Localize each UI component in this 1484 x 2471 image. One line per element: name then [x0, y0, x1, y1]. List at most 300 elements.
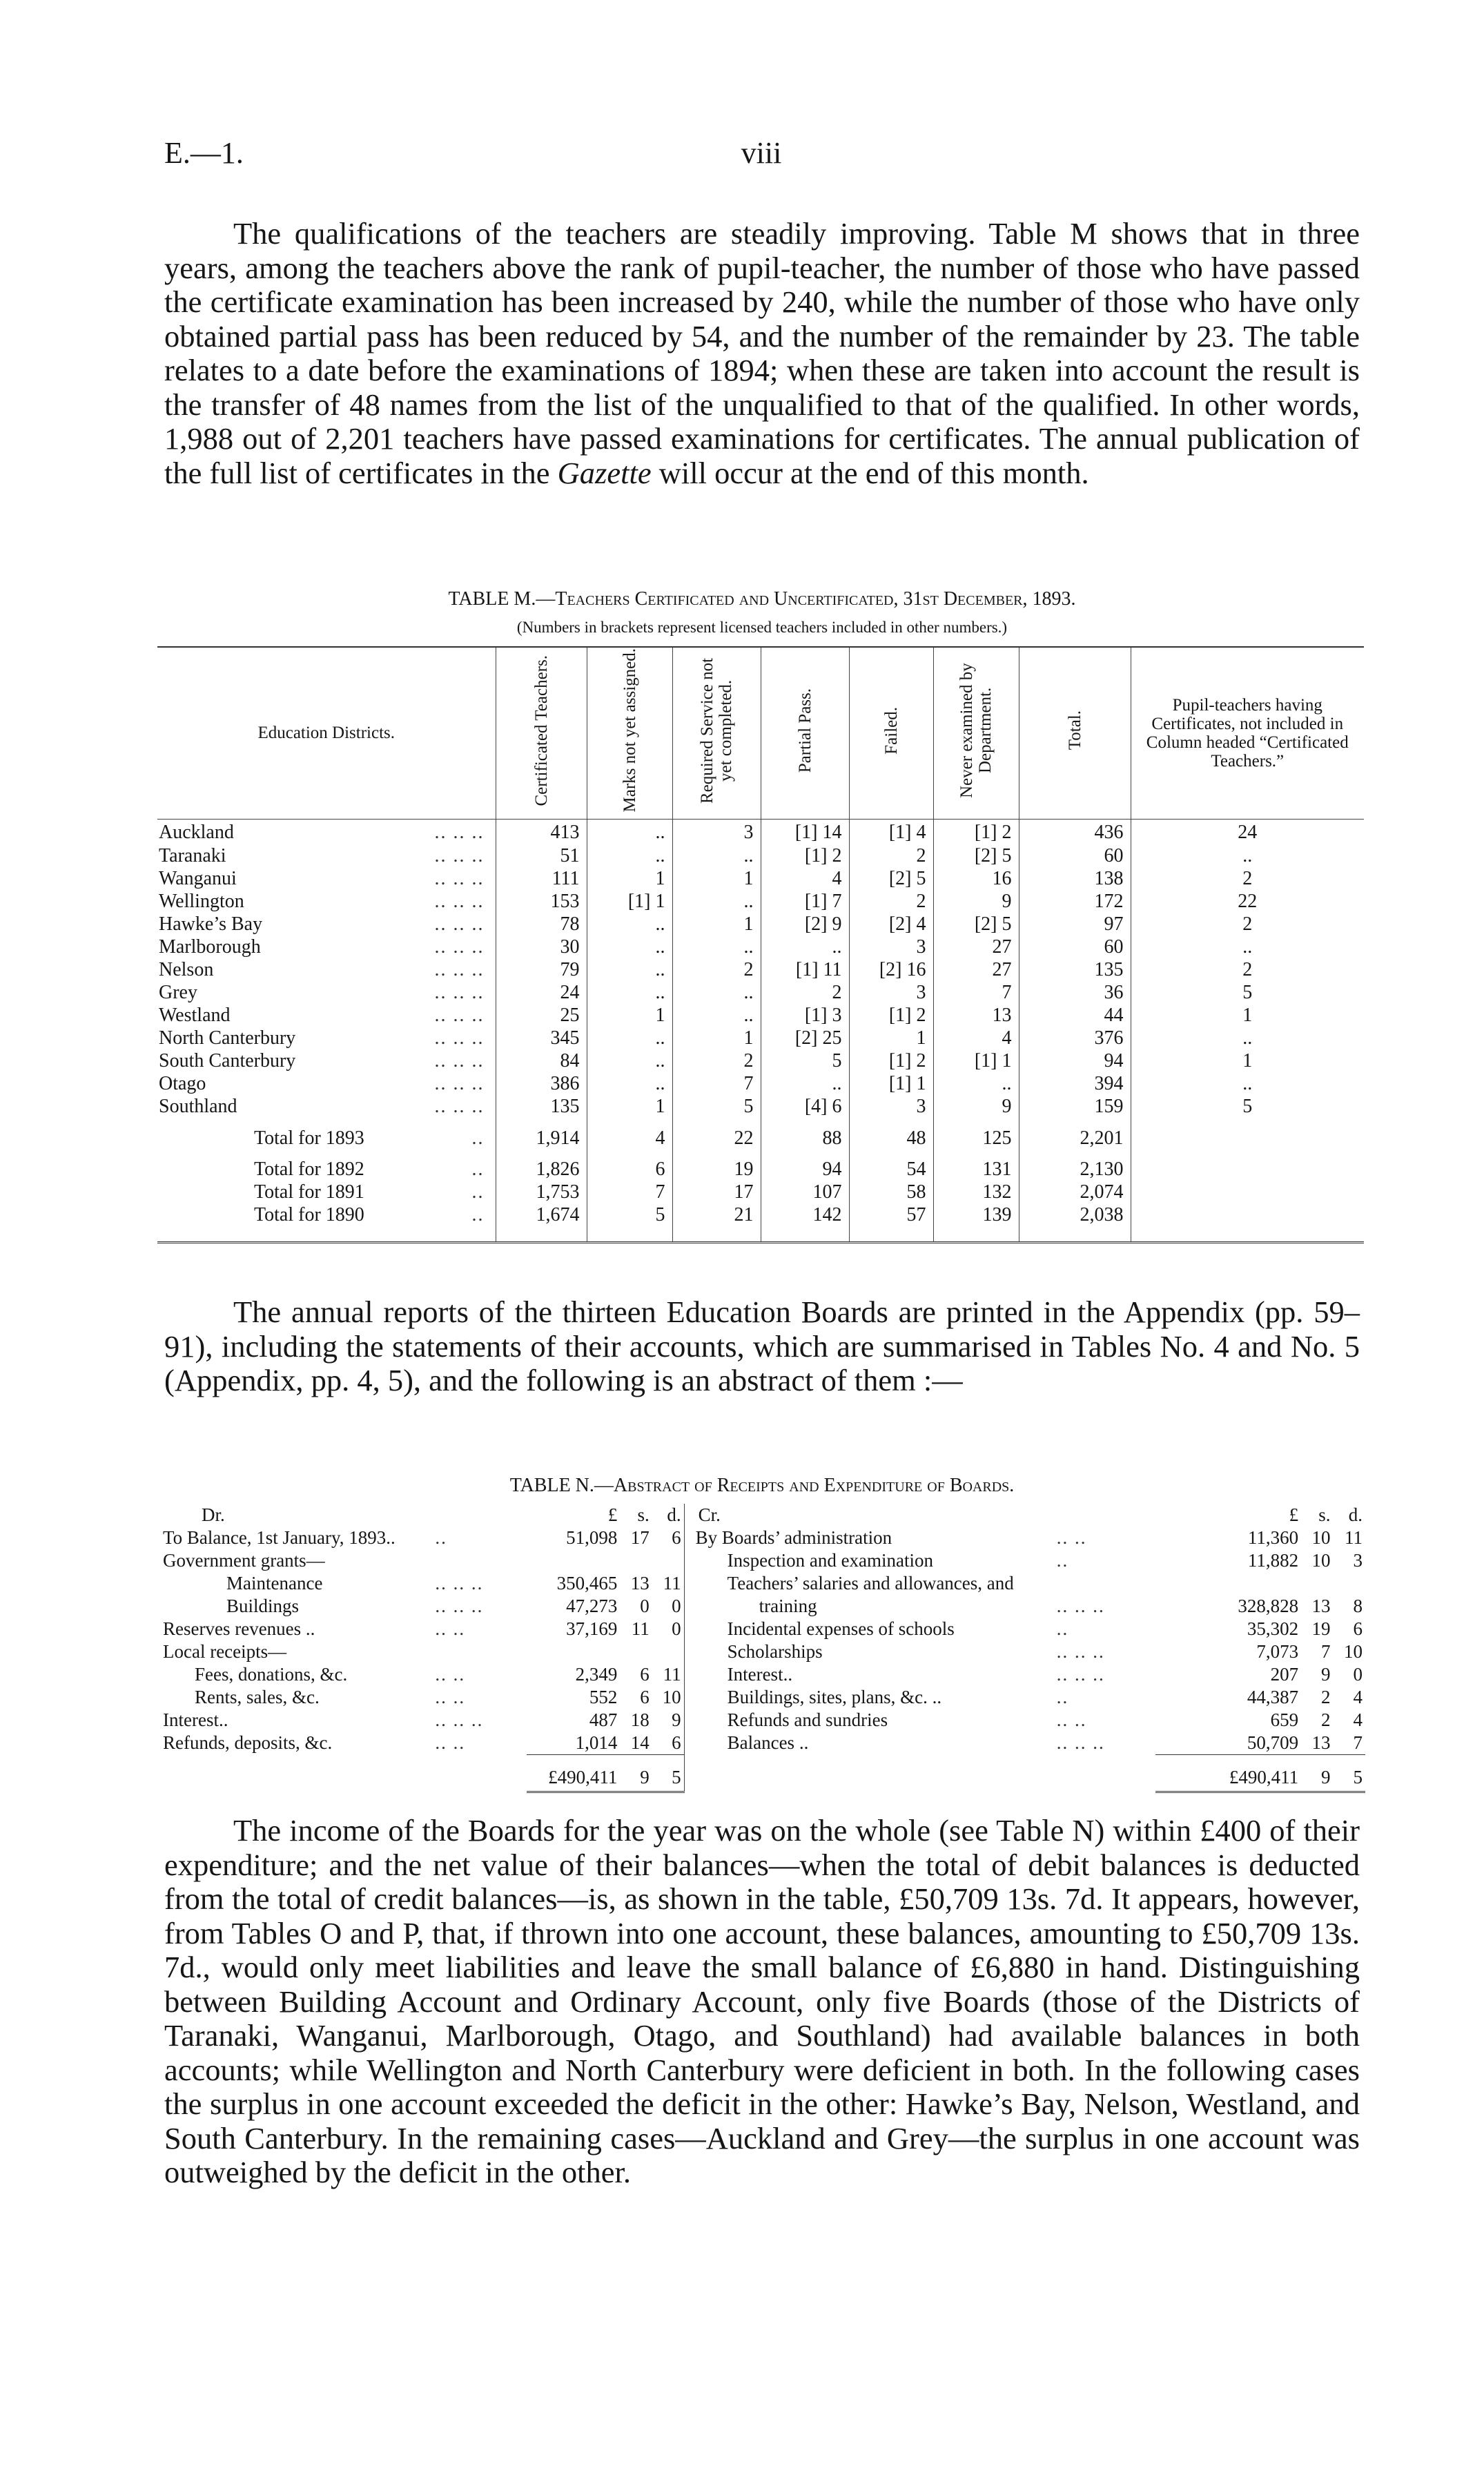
- district-cell: [2] 5: [933, 844, 1019, 867]
- left-leader: ..: [435, 1527, 447, 1548]
- district-name: Otago .. .. ..: [157, 1072, 496, 1095]
- total-cell: 48: [849, 1118, 933, 1158]
- district-cell: 60: [1019, 844, 1131, 867]
- district-cell: ..: [761, 936, 849, 958]
- total-blank: [1054, 1755, 1156, 1792]
- right-leader: .. .. ..: [1056, 1596, 1105, 1616]
- district-cell: 135: [1019, 958, 1131, 981]
- district-cell: 84: [496, 1049, 587, 1072]
- right-leader: ..: [1056, 1550, 1069, 1571]
- district-cell: 51: [496, 844, 587, 867]
- pence-head: d.: [667, 1504, 681, 1525]
- header-marks-not-assigned: [587, 647, 672, 820]
- total-cell: 2,130: [1019, 1158, 1131, 1181]
- district-row: [157, 890, 1364, 913]
- district-row: [157, 1072, 1364, 1095]
- right-account-label: Interest..: [684, 1663, 1054, 1686]
- total-cell: 5: [587, 1203, 672, 1226]
- table-n-header-row: [160, 1504, 1365, 1527]
- left-pence: 6: [672, 1527, 681, 1548]
- district-cell: 97: [1019, 913, 1131, 936]
- district-row: [157, 1049, 1364, 1072]
- district-row: [157, 958, 1364, 981]
- district-cell: ..: [587, 936, 672, 958]
- total-row: [157, 1118, 1364, 1158]
- right-leader: .. ..: [1056, 1527, 1087, 1548]
- left-pounds: 51,098: [566, 1527, 618, 1548]
- district-row: [157, 844, 1364, 867]
- header-partial-pass: [761, 647, 849, 820]
- left-pounds: 552: [589, 1687, 618, 1707]
- header-total-text: Total.: [1065, 710, 1084, 750]
- leader-dots: .. .. ..: [434, 845, 485, 866]
- left-pence: 0: [672, 1596, 681, 1616]
- total-blank: [160, 1755, 432, 1792]
- district-cell: ..: [1131, 936, 1364, 958]
- dr-label: Dr.: [202, 1504, 225, 1525]
- district-cell: 1: [1131, 1049, 1364, 1072]
- district-name: South Canterbury .. .. ..: [157, 1049, 496, 1072]
- right-pence: 0: [1353, 1664, 1363, 1685]
- header-failed-text: Failed.: [881, 706, 901, 755]
- district-cell: 1: [587, 1004, 672, 1027]
- district-cell: 60: [1019, 936, 1131, 958]
- paragraph-education-boards: The annual reports of the thirteen Education Boards are printed in the Appendix (pp. 59–91), including the statements of their accounts, which are summarised in Tables No. 4 and No. 5 (Appendix, pp. 4, 5), and the following is an abstract of them :—: [164, 1295, 1360, 1397]
- district-cell: ..: [587, 1049, 672, 1072]
- total-cell: 58: [849, 1181, 933, 1203]
- left-shillings: 6: [640, 1687, 650, 1707]
- right-pounds: 659: [1270, 1709, 1299, 1730]
- district-cell: [1] 1: [587, 890, 672, 913]
- district-row: [157, 913, 1364, 936]
- left-account-label: Interest..: [163, 1709, 228, 1730]
- header-certificated: [496, 647, 587, 820]
- right-account-label: Balances ..: [684, 1732, 1054, 1755]
- table-m-subcaption: (Numbers in brackets represent licensed teachers included in other numbers.): [516, 619, 1008, 636]
- right-account-label: Buildings, sites, plans, &c. ..: [684, 1686, 1054, 1709]
- leader-dots: .. .. ..: [434, 1005, 485, 1026]
- right-account-label: training: [684, 1595, 1054, 1618]
- right-leader: [1054, 1572, 1156, 1595]
- district-row: [157, 1095, 1364, 1118]
- total-blank: [684, 1755, 1054, 1792]
- district-cell: 5: [1131, 981, 1364, 1004]
- pounds-head: £: [607, 1504, 618, 1525]
- district-cell: [1] 3: [761, 1004, 849, 1027]
- leader-dots: .. .. ..: [434, 936, 485, 958]
- paragraph-teacher-qualifications: [164, 217, 1360, 490]
- left-account-label: Government grants—: [163, 1550, 325, 1571]
- left-shillings: [620, 1640, 652, 1663]
- district-name: Wanganui .. .. ..: [157, 867, 496, 890]
- district-cell: ..: [587, 913, 672, 936]
- page-number: viii: [741, 136, 782, 170]
- total-label: Total for 1893 ..: [157, 1118, 496, 1158]
- district-cell: 13: [933, 1004, 1019, 1027]
- total-cell: 2,038: [1019, 1203, 1131, 1226]
- district-cell: 2: [672, 958, 761, 981]
- right-pounds: 11,882: [1247, 1550, 1299, 1571]
- district-cell: 2: [849, 844, 933, 867]
- spacer-cell: [672, 1226, 761, 1243]
- table-n-title: Abstract of Receipts and Expenditure of Boards.: [613, 1475, 1015, 1496]
- account-row: [160, 1527, 1365, 1549]
- district-cell: 5: [761, 1049, 849, 1072]
- right-shillings: 2: [1321, 1709, 1331, 1730]
- district-cell: ..: [672, 890, 761, 913]
- district-cell: [1] 2: [849, 1004, 933, 1027]
- total-cell: 2,201: [1019, 1118, 1131, 1158]
- district-cell: 9: [933, 1095, 1019, 1118]
- table-n-body: [160, 1504, 1365, 1792]
- header-pupil-teachers: Pupil-teachers having Certificates, not included in Column headed “Certificated Teachers.”: [1131, 647, 1364, 820]
- district-cell: 2: [1131, 867, 1364, 890]
- district-cell: 3: [849, 981, 933, 1004]
- header-failed: [849, 647, 933, 820]
- total-cell: 7: [587, 1181, 672, 1203]
- district-cell: 172: [1019, 890, 1131, 913]
- leader-dots: ..: [471, 1159, 485, 1180]
- district-cell: 2: [1131, 913, 1364, 936]
- paragraph-board-income: The income of the Boards for the year was on the whole (see Table N) within £400 of their expenditure; and the net value of their balances—when the total of debit balances is deducted from the total of credit balances—is, as shown in the table, £50,709 13s. 7d. It appears, however, from Tables O and P, that, if thrown into one account, these balances, amounting to £50,709 13s. 7d., would only meet liabilities and leave the small balance of £6,880 in hand. Distinguishing between Building Account and Ordinary Account, only five Boards (those of the Districts of Taranaki, Wanganui, Marlborough, Otago, and Southland) had available balances in both accounts; while Wellington and North Canterbury were deficient in both. In the following cases the surplus in one account exceeded the deficit in the other: Hawke’s Bay, Nelson, Westland, and South Canterbury. In the remaining cases—Auckland and Grey—the surplus in one account was outweighed by the deficit in the other.: [164, 1813, 1360, 2189]
- total-row: [157, 1181, 1364, 1203]
- left-leader: .. ..: [435, 1687, 466, 1707]
- account-row: [160, 1640, 1365, 1663]
- district-cell: 1: [672, 913, 761, 936]
- pounds-head: £: [1289, 1504, 1299, 1525]
- left-pence: 10: [662, 1687, 681, 1707]
- district-cell: ..: [587, 1072, 672, 1095]
- spacer-cell: [587, 1226, 672, 1243]
- right-shillings: 13: [1311, 1732, 1331, 1753]
- right-pence: 10: [1344, 1641, 1363, 1662]
- district-cell: 1: [672, 867, 761, 890]
- total-cell: 139: [933, 1203, 1019, 1226]
- total-cell: 131: [933, 1158, 1019, 1181]
- right-pounds: 328,828: [1238, 1596, 1299, 1616]
- paragraph-1-end: will occur at the end of this month.: [658, 455, 1089, 490]
- left-leader: .. ..: [435, 1732, 466, 1754]
- total-cell: 21: [672, 1203, 761, 1226]
- right-pence: 4: [1353, 1709, 1363, 1730]
- left-leader: .. .. ..: [435, 1709, 484, 1730]
- district-cell: 94: [1019, 1049, 1131, 1072]
- district-row: [157, 867, 1364, 890]
- district-cell: 394: [1019, 1072, 1131, 1095]
- left-pounds: 1,014: [575, 1732, 618, 1753]
- district-cell: [1] 2: [761, 844, 849, 867]
- district-cell: 111: [496, 867, 587, 890]
- blank: [432, 1504, 527, 1527]
- shillings-head: s.: [637, 1504, 650, 1525]
- total-cell: 4: [587, 1118, 672, 1158]
- table-m: [157, 646, 1364, 1243]
- district-cell: 3: [849, 1095, 933, 1118]
- district-cell: ..: [761, 1072, 849, 1095]
- district-cell: 24: [496, 981, 587, 1004]
- district-cell: 22: [1131, 890, 1364, 913]
- grand-total-pence: 5: [652, 1755, 684, 1792]
- district-row: [157, 981, 1364, 1004]
- right-shillings: 7: [1321, 1641, 1331, 1662]
- left-pounds: 350,465: [556, 1573, 618, 1593]
- left-leader: .. ..: [435, 1664, 466, 1685]
- right-pounds: [1155, 1572, 1301, 1595]
- left-account-label: Maintenance: [226, 1573, 323, 1593]
- leader-dots: .. .. ..: [434, 1073, 485, 1094]
- account-row: [160, 1686, 1365, 1709]
- right-leader: .. .. ..: [1056, 1664, 1105, 1685]
- district-cell: 27: [933, 958, 1019, 981]
- district-cell: 16: [933, 867, 1019, 890]
- right-pounds: 35,302: [1247, 1618, 1299, 1639]
- total-cell: 107: [761, 1181, 849, 1203]
- district-row: [157, 936, 1364, 958]
- spacer-cell: [157, 1226, 496, 1243]
- right-account-label: Incidental expenses of schools: [684, 1618, 1054, 1640]
- total-cell: [1131, 1181, 1364, 1203]
- left-pounds: 37,169: [566, 1618, 618, 1639]
- district-cell: [1] 4: [849, 820, 933, 845]
- district-name: Westland .. .. ..: [157, 1004, 496, 1027]
- district-cell: 4: [761, 867, 849, 890]
- account-row: [160, 1663, 1365, 1686]
- table-m-header-row: [157, 647, 1364, 820]
- left-leader: .. .. ..: [435, 1596, 484, 1616]
- district-cell: [1] 11: [761, 958, 849, 981]
- district-cell: 36: [1019, 981, 1131, 1004]
- right-account-label: By Boards’ administration: [684, 1527, 1054, 1549]
- district-cell: ..: [933, 1072, 1019, 1095]
- right-pence: 3: [1353, 1550, 1363, 1571]
- district-cell: ..: [587, 844, 672, 867]
- right-pence: 7: [1353, 1732, 1363, 1753]
- district-cell: ..: [587, 958, 672, 981]
- account-row: [160, 1618, 1365, 1640]
- left-shillings: 11: [631, 1618, 650, 1639]
- spacer-cell: [933, 1226, 1019, 1243]
- district-name: Grey .. .. ..: [157, 981, 496, 1004]
- total-cell: 1,826: [496, 1158, 587, 1181]
- header-service-text: Required Service not yet completed.: [698, 657, 735, 804]
- district-cell: 386: [496, 1072, 587, 1095]
- district-name: Auckland .. .. ..: [157, 820, 496, 845]
- district-name: North Canterbury .. .. ..: [157, 1027, 496, 1049]
- spacer-cell: [849, 1226, 933, 1243]
- district-cell: [1] 2: [933, 820, 1019, 845]
- table-n-total-row: [160, 1755, 1365, 1792]
- leader-dots: .. .. ..: [434, 891, 485, 912]
- district-cell: 138: [1019, 867, 1131, 890]
- account-row: [160, 1709, 1365, 1732]
- total-cell: 17: [672, 1181, 761, 1203]
- grand-total-pounds: £490,411: [1155, 1755, 1301, 1792]
- total-row: [157, 1158, 1364, 1181]
- district-cell: 1: [587, 1095, 672, 1118]
- district-cell: 79: [496, 958, 587, 981]
- grand-total-pence: 5: [1334, 1755, 1365, 1792]
- total-blank: [432, 1755, 527, 1792]
- left-pence: [652, 1640, 684, 1663]
- right-pence: 4: [1353, 1687, 1363, 1707]
- pence-head: d.: [1348, 1504, 1363, 1525]
- district-cell: 2: [1131, 958, 1364, 981]
- right-leader: ..: [1056, 1618, 1069, 1639]
- district-cell: ..: [1131, 844, 1364, 867]
- spacer-cell: [496, 1226, 587, 1243]
- district-cell: [1] 14: [761, 820, 849, 845]
- left-pounds: 487: [589, 1709, 618, 1730]
- left-shillings: [620, 1549, 652, 1572]
- header-service-not-completed: [672, 647, 761, 820]
- leader-dots: .. .. ..: [434, 959, 485, 980]
- district-cell: [2] 5: [849, 867, 933, 890]
- right-pence: 8: [1353, 1596, 1363, 1616]
- right-shillings: 19: [1311, 1618, 1331, 1639]
- district-cell: [1] 1: [933, 1049, 1019, 1072]
- header-never-examined: [933, 647, 1019, 820]
- district-cell: 27: [933, 936, 1019, 958]
- district-cell: [1] 7: [761, 890, 849, 913]
- leader-dots: ..: [471, 1127, 485, 1149]
- total-cell: 1,753: [496, 1181, 587, 1203]
- total-cell: [1131, 1158, 1364, 1181]
- district-cell: 2: [849, 890, 933, 913]
- spacer-cell: [1131, 1226, 1364, 1243]
- left-pence: 6: [672, 1732, 681, 1753]
- left-pence: 9: [672, 1709, 681, 1730]
- left-account-label: Rents, sales, &c.: [195, 1687, 320, 1707]
- district-cell: 5: [1131, 1095, 1364, 1118]
- header-never-text: Never examined by Department.: [957, 663, 995, 798]
- right-leader: .. .. ..: [1056, 1732, 1105, 1754]
- table-n-label: TABLE N.—: [509, 1475, 614, 1496]
- district-cell: 1: [1131, 1004, 1364, 1027]
- header-education-districts: Education Districts.: [157, 647, 496, 820]
- left-account-label: Buildings: [226, 1596, 300, 1616]
- account-row: [160, 1549, 1365, 1572]
- spacer-cell: [1019, 1226, 1131, 1243]
- right-pence: 6: [1353, 1618, 1363, 1639]
- district-cell: 44: [1019, 1004, 1131, 1027]
- right-pence: 11: [1345, 1527, 1363, 1548]
- district-cell: 9: [933, 890, 1019, 913]
- left-pounds: [527, 1640, 620, 1663]
- total-cell: [1131, 1203, 1364, 1226]
- left-account-label: Refunds, deposits, &c.: [163, 1732, 333, 1754]
- left-leader: .. ..: [435, 1618, 466, 1639]
- right-account-label: Scholarships: [684, 1640, 1054, 1663]
- left-shillings: 17: [630, 1527, 650, 1548]
- left-leader: [432, 1549, 527, 1572]
- district-name: Southland .. .. ..: [157, 1095, 496, 1118]
- district-cell: 1: [849, 1027, 933, 1049]
- district-cell: 7: [933, 981, 1019, 1004]
- table-m-caption: [164, 588, 1360, 610]
- district-cell: [1] 1: [849, 1072, 933, 1095]
- table-n-caption: [164, 1475, 1360, 1497]
- district-cell: 30: [496, 936, 587, 958]
- total-cell: 19: [672, 1158, 761, 1181]
- right-leader: ..: [1056, 1687, 1069, 1707]
- leader-dots: ..: [471, 1204, 485, 1225]
- right-account-label: Inspection and examination: [684, 1549, 1054, 1572]
- leader-dots: .. .. ..: [434, 982, 485, 1003]
- district-name: Taranaki .. .. ..: [157, 844, 496, 867]
- district-cell: [2] 4: [849, 913, 933, 936]
- leader-dots: .. .. ..: [434, 1096, 485, 1117]
- right-leader: .. ..: [1056, 1709, 1087, 1730]
- table-m-body: [157, 820, 1364, 1243]
- right-shillings: 10: [1311, 1527, 1331, 1548]
- total-label: Total for 1892 ..: [157, 1158, 496, 1181]
- left-shillings: 6: [640, 1664, 650, 1685]
- left-account-label: Fees, donations, &c.: [195, 1664, 348, 1685]
- right-shillings: 10: [1311, 1550, 1331, 1571]
- header-certificated-text: Certificated Teachers.: [531, 655, 551, 806]
- district-cell: 2: [761, 981, 849, 1004]
- total-cell: 142: [761, 1203, 849, 1226]
- district-cell: 78: [496, 913, 587, 936]
- right-pounds: 44,387: [1247, 1687, 1299, 1707]
- district-name: Marlborough .. .. ..: [157, 936, 496, 958]
- right-pounds: 7,073: [1256, 1641, 1299, 1662]
- leader-dots: .. .. ..: [434, 1027, 485, 1049]
- total-cell: 1,674: [496, 1203, 587, 1226]
- district-cell: 159: [1019, 1095, 1131, 1118]
- table-m-label: TABLE M.—: [448, 588, 556, 610]
- leader-dots: .. .. ..: [434, 868, 485, 889]
- left-leader: .. .. ..: [435, 1573, 484, 1593]
- shillings-head: s.: [1318, 1504, 1331, 1525]
- left-pounds: 2,349: [575, 1664, 618, 1685]
- district-cell: ..: [587, 981, 672, 1004]
- left-account-label: To Balance, 1st January, 1893..: [163, 1527, 396, 1548]
- total-cell: 132: [933, 1181, 1019, 1203]
- district-cell: [2] 5: [933, 913, 1019, 936]
- district-cell: 345: [496, 1027, 587, 1049]
- left-pence: [652, 1549, 684, 1572]
- district-cell: 135: [496, 1095, 587, 1118]
- district-cell: 376: [1019, 1027, 1131, 1049]
- district-row: [157, 820, 1364, 845]
- left-account-label: Local receipts—: [163, 1641, 287, 1662]
- right-account-label: Refunds and sundries: [684, 1709, 1054, 1732]
- district-cell: 7: [672, 1072, 761, 1095]
- left-shillings: 14: [630, 1732, 650, 1753]
- account-row: [160, 1572, 1365, 1595]
- right-account-label: Teachers’ salaries and allowances, and: [684, 1572, 1054, 1595]
- district-cell: 153: [496, 890, 587, 913]
- leader-dots: .. .. ..: [434, 821, 485, 843]
- district-cell: 2: [672, 1049, 761, 1072]
- left-pence: 11: [663, 1573, 681, 1593]
- total-label: Total for 1891 ..: [157, 1181, 496, 1203]
- total-cell: 6: [587, 1158, 672, 1181]
- district-cell: ..: [672, 844, 761, 867]
- grand-total-shillings: 9: [1301, 1755, 1333, 1792]
- total-cell: 88: [761, 1118, 849, 1158]
- header-marks-text: Marks not yet assigned.: [620, 648, 639, 813]
- district-cell: ..: [1131, 1027, 1364, 1049]
- district-cell: [1] 2: [849, 1049, 933, 1072]
- leader-dots: .. .. ..: [434, 1050, 485, 1072]
- total-cell: 54: [849, 1158, 933, 1181]
- cr-label: Cr.: [684, 1504, 1054, 1527]
- grand-total-shillings: 9: [620, 1755, 652, 1792]
- total-cell: 2,074: [1019, 1181, 1131, 1203]
- district-cell: 436: [1019, 820, 1131, 845]
